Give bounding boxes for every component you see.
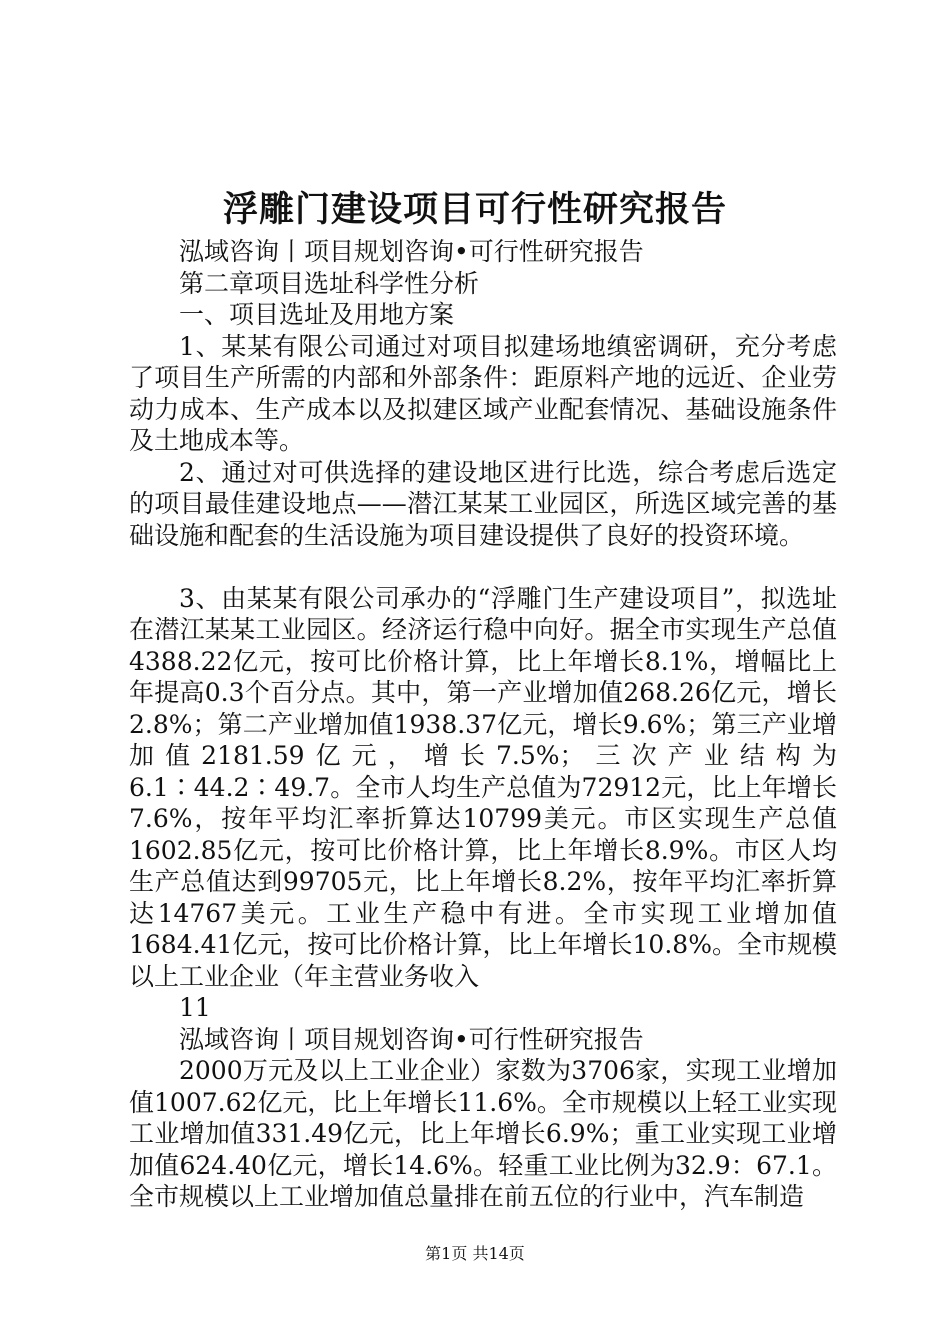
page-marker: 11 [179,993,211,1022]
paragraph: 3、由某某有限公司承办的“浮雕门生产建设项目”，拟选址在潜江某某工业园区。经济运行稳中向好。据全市实现生产总值4388.22亿元，按可比价格计算，比上年增长8.1%，增幅比上年提高0.3个百分点。其中，第一产业增加值268.26亿元，增长2.8%；第二产业增加值1938.37亿元，增长9.6%；第三产业增加值2181.59亿元，增长7.5%；三次产业结构为6.1∶44.2∶49.7。全市人均生产总值为72912元，比上年增长7.6%，按年平均汇率折算达10799美元。市区实现生产总值1602.85亿元，按可比价格计算，比上年增长8.9%。市区人均生产总值达到99705元，比上年增长8.2%，按年平均汇率折算达14767美元。工业生产稳中有进。全市实现工业增加值1684.41亿元，按可比价格计算，比上年增长10.8%。全市规模以上工业企业（年主营业务收入 [129,583,837,991]
section-heading: 一、项目选址及用地方案 [179,300,455,329]
document-body [129,236,837,1213]
blank-line [129,551,837,583]
paragraph: 1、某某有限公司通过对项目拟建场地缜密调研，充分考虑了项目生产所需的内部和外部条件：距原料产地的远近、企业劳动力成本、生产成本以及拟建区域产业配套情况、基础设施条件及土地成本等。 [129,331,837,455]
header-line: 泓域咨询丨项目规划咨询•可行性研究报告 [179,1024,644,1054]
chapter-heading: 第二章项目选址科学性分析 [179,268,480,298]
paragraph: 2、通过对可供选择的建设地区进行比选，综合考虑后选定的项目最佳建设地点——潜江某某工业园区，所选区域完善的基础设施和配套的生活设施为项目建设提供了良好的投资环境。 [129,457,837,550]
document-title: 浮雕门建设项目可行性研究报告 [222,190,727,230]
header-line: 泓域咨询丨项目规划咨询•可行性研究报告 [179,237,644,266]
page-footer: 第1页 共14页 [425,1244,525,1263]
paragraph: 2000万元及以上工业企业）家数为3706家，实现工业增加值1007.62亿元，比上年增长11.6%。全市规模以上轻工业实现工业增加值331.49亿元，比上年增长6.9%；重工业实现工业增加值624.40亿元，增长14.6%。轻重工业比例为32.9：67.1。全市规模以上工业增加值总量排在前五位的行业中，汽车制造 [129,1056,837,1211]
